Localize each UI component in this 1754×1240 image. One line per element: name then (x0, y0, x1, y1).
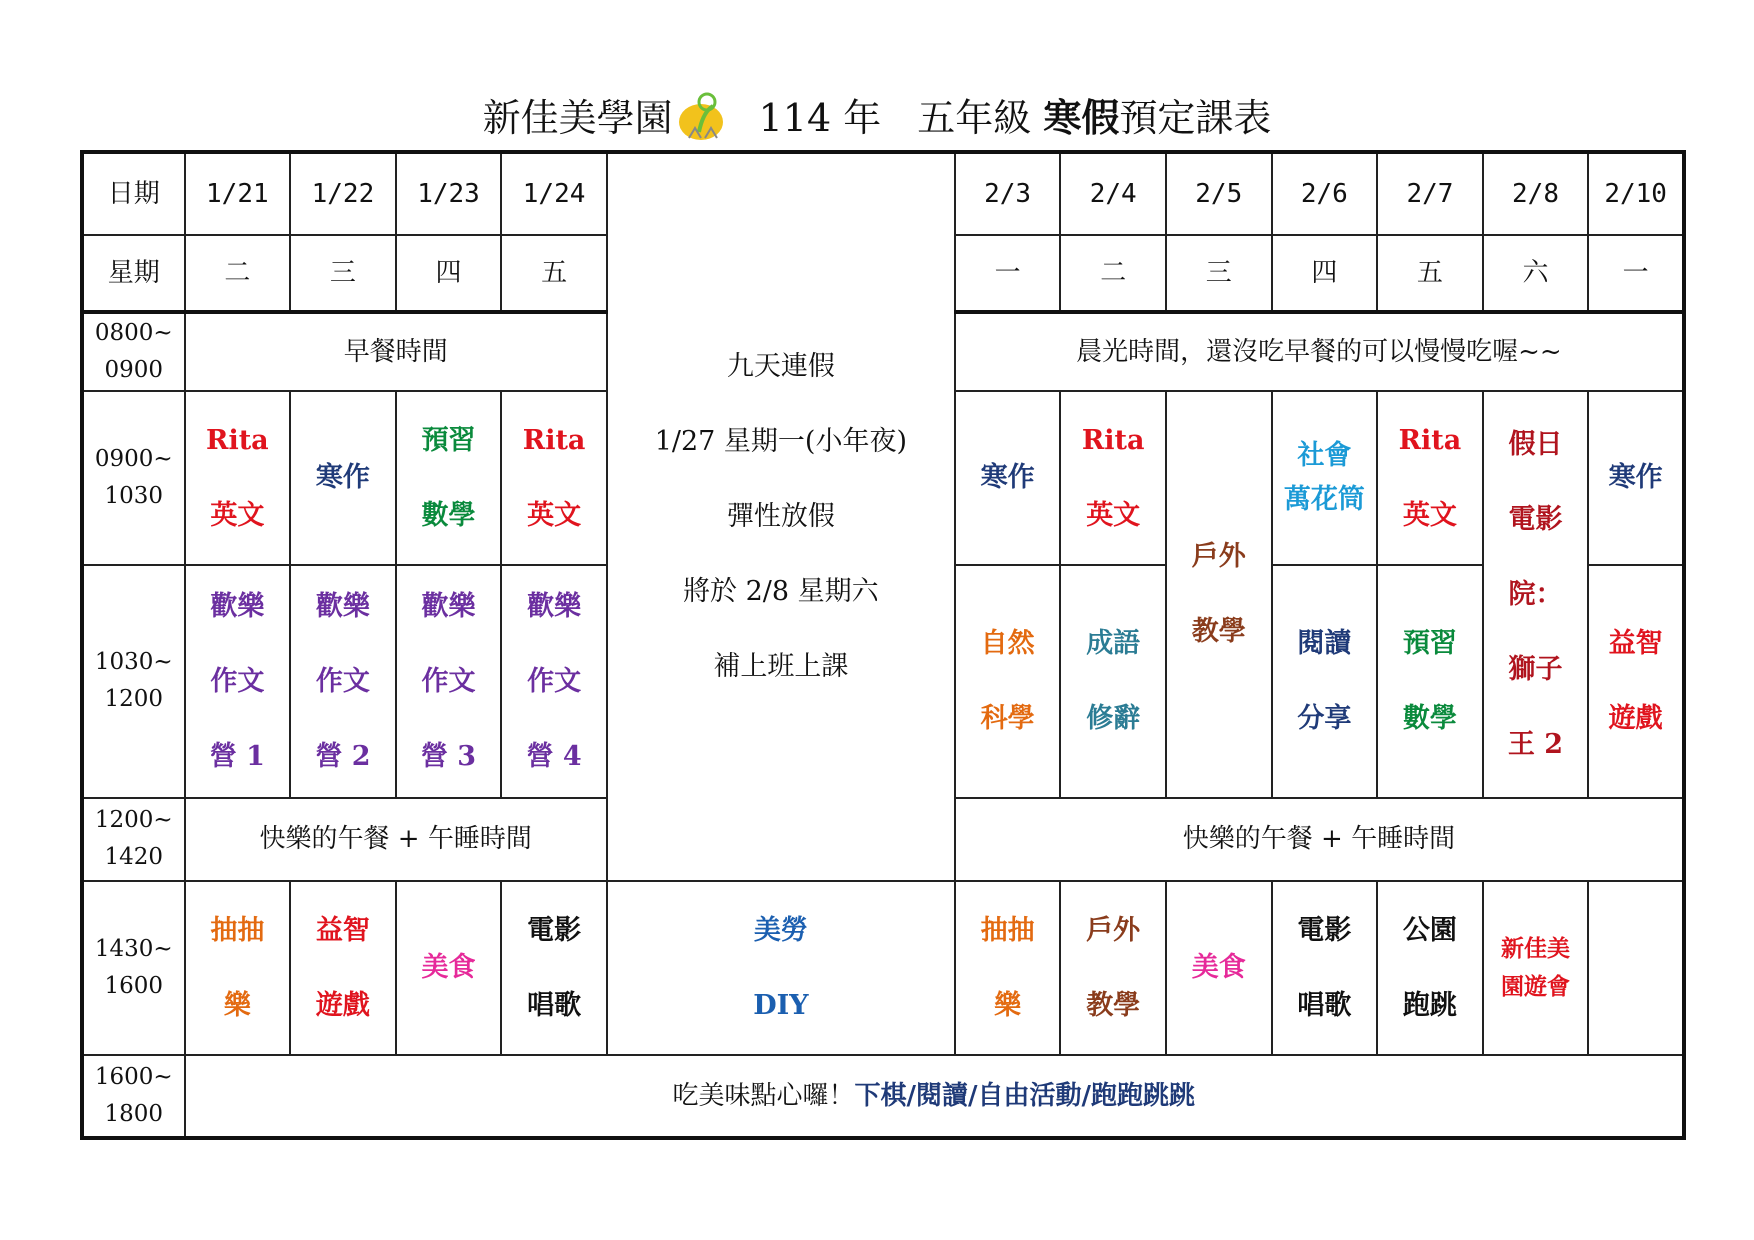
time-start: 1600~ (94, 1063, 173, 1090)
date-row (82, 152, 1684, 235)
date-cell: 2/6 (1272, 152, 1378, 235)
class-line: 作文 (527, 665, 582, 697)
class-cell (290, 391, 396, 565)
class-cell (1166, 881, 1272, 1055)
class-line: 作文 (315, 665, 370, 697)
class-line: 抽抽 (980, 914, 1035, 946)
class-line: 美食 (1191, 952, 1246, 984)
class-line: Rita (522, 424, 586, 456)
class-line: 教學 (1086, 989, 1141, 1021)
class-line: 英文 (1086, 499, 1141, 531)
class-line: 遊戲 (1608, 703, 1663, 735)
time-end: 1800 (104, 1100, 164, 1127)
holiday-line: 將於 2/8 星期六 (683, 576, 879, 608)
breakfast-left: 早餐時間 (185, 312, 607, 391)
school-name: 新佳美學園 (482, 96, 673, 140)
holiday-line: 九天連假 (726, 351, 835, 383)
class-line: 戶外 (1086, 914, 1141, 946)
class-cell (185, 565, 291, 798)
class-cell (1166, 391, 1272, 798)
afternoon-row (82, 881, 1684, 1055)
class-cell (501, 391, 607, 565)
page-title (0, 90, 1754, 150)
class-cell (1483, 881, 1589, 1055)
date-cell: 2/4 (1060, 152, 1166, 235)
class-line: 戶外 (1191, 541, 1246, 573)
class-line: 歡樂 (421, 590, 476, 622)
weekday-cell: 四 (396, 235, 502, 312)
class-line: 院： (1508, 578, 1563, 610)
class-line: 假日 (1508, 428, 1563, 460)
class-line: 寒作 (315, 462, 370, 494)
class-cell (396, 565, 502, 798)
class-line: 寒作 (980, 462, 1035, 494)
time-start: 1030~ (94, 649, 173, 676)
class-line: Rita (1398, 424, 1462, 456)
time-slot (82, 391, 185, 565)
class-line: 獅子 (1508, 653, 1563, 685)
class-cell (1588, 565, 1684, 798)
class-cell (501, 881, 607, 1055)
time-end: 1030 (104, 482, 164, 509)
weekday-cell: 三 (1166, 235, 1272, 312)
class-line: 分享 (1297, 703, 1352, 735)
holiday-line: 1/27 星期一(小年夜) (654, 426, 907, 458)
class-line: 王 2 (1507, 728, 1564, 760)
time-start: 0800~ (94, 319, 173, 346)
lunch-right: 快樂的午餐 + 午睡時間 (955, 798, 1684, 881)
holiday-notice (607, 152, 955, 881)
class-cell (1060, 565, 1166, 798)
class-line: 園遊會 (1501, 972, 1570, 1000)
class-line: 營 2 (315, 740, 371, 772)
weekday-header: 星期 (82, 235, 185, 312)
date-cell: 2/7 (1377, 152, 1483, 235)
class-cell (1060, 881, 1166, 1055)
class-cell (1060, 391, 1166, 565)
winter-break-label: 寒假 (1043, 95, 1120, 140)
lunch-left: 快樂的午餐 + 午睡時間 (185, 798, 607, 881)
date-cell: 1/22 (290, 152, 396, 235)
class-line: 成語 (1086, 628, 1141, 660)
class-cell (1272, 565, 1378, 798)
class-line: 英文 (527, 499, 582, 531)
holiday-line: 補上班上課 (713, 651, 849, 683)
class-line: 電影 (1297, 914, 1352, 946)
time-start: 0900~ (94, 445, 173, 472)
time-slot (82, 1055, 185, 1138)
time-start: 1430~ (94, 935, 173, 962)
class-line: 電影 (1508, 503, 1563, 535)
weekday-cell: 六 (1483, 235, 1589, 312)
date-cell: 1/24 (501, 152, 607, 235)
date-cell: 2/10 (1588, 152, 1684, 235)
class-line: 益智 (315, 914, 370, 946)
class-line: 作文 (421, 665, 476, 697)
class-line: 營 1 (209, 740, 265, 772)
time-slot (82, 565, 185, 798)
class-cell (1483, 391, 1589, 798)
class-cell (1272, 881, 1378, 1055)
class-line: 歡樂 (210, 590, 265, 622)
class-line: 數學 (1402, 703, 1457, 735)
time-end: 1600 (104, 972, 164, 999)
class-line: 科學 (980, 703, 1035, 735)
class-line: 營 4 (526, 740, 582, 772)
class-line: 遊戲 (315, 989, 370, 1021)
class-cell (1588, 391, 1684, 565)
class-line: Rita (1081, 424, 1145, 456)
class-line: 營 3 (420, 740, 477, 772)
class-cell (955, 391, 1061, 565)
class-cell (396, 881, 502, 1055)
holiday-line: 彈性放假 (726, 501, 835, 533)
class-line: 英文 (1402, 499, 1457, 531)
snack-row (82, 1055, 1684, 1138)
class-cell (955, 565, 1061, 798)
class-cell (290, 881, 396, 1055)
date-header: 日期 (82, 152, 185, 235)
class-line: Rita (206, 424, 269, 456)
class-line: 英文 (210, 499, 265, 531)
time-end: 1200 (104, 686, 164, 713)
snack-prefix: 吃美味點心囉！ (672, 1080, 855, 1111)
weekday-cell: 三 (290, 235, 396, 312)
class-cell (396, 391, 502, 565)
class-cell (501, 565, 607, 798)
snack-cell (185, 1055, 1684, 1138)
class-line: 唱歌 (527, 989, 582, 1021)
weekday-cell: 二 (1060, 235, 1166, 312)
class-line: 預習 (1402, 628, 1457, 660)
class-line: 歡樂 (527, 590, 582, 622)
class-cell (955, 881, 1061, 1055)
grade: 五年級 (917, 96, 1032, 140)
class-cell (290, 565, 396, 798)
time-end: 1420 (104, 844, 164, 871)
weekday-cell: 一 (955, 235, 1061, 312)
class-line: 教學 (1191, 616, 1246, 648)
class-cell (185, 391, 291, 565)
class-line: 預習 (421, 424, 476, 456)
date-cell: 2/8 (1483, 152, 1589, 235)
snack-activities: 下棋/閱讀/自由活動/跑跑跳跳 (854, 1080, 1196, 1111)
schedule-table (80, 150, 1686, 1140)
class-line: 唱歌 (1297, 989, 1352, 1021)
class-line: 抽抽 (210, 914, 265, 946)
time-end: 0900 (104, 356, 164, 383)
class-line: 新佳美 (1501, 934, 1570, 962)
weekday-cell: 二 (185, 235, 291, 312)
class-cell (1377, 391, 1483, 565)
class-line: 萬花筒 (1283, 483, 1365, 515)
weekday-cell: 五 (501, 235, 607, 312)
date-cell: 1/23 (396, 152, 502, 235)
time-start: 1200~ (94, 807, 173, 834)
class-line: 跑跳 (1402, 989, 1457, 1021)
breakfast-right: 晨光時間，還沒吃早餐的可以慢慢吃喔~~ (955, 312, 1684, 391)
class-line: 歡樂 (315, 590, 370, 622)
time-slot (82, 881, 185, 1055)
class-line: DIY (753, 989, 809, 1021)
schedule-label: 預定課表 (1119, 96, 1272, 140)
date-cell: 2/5 (1166, 152, 1272, 235)
class-line: 寒作 (1608, 462, 1663, 494)
class-line: 數學 (421, 499, 476, 531)
class-line: 修辭 (1086, 703, 1141, 735)
class-cell (1272, 391, 1378, 565)
time-slot (82, 798, 185, 881)
class-cell (185, 881, 291, 1055)
school-logo-icon (677, 88, 729, 144)
class-line: 社會 (1297, 439, 1352, 471)
class-line: 美食 (421, 952, 476, 984)
class-line: 自然 (980, 628, 1035, 660)
weekday-cell: 四 (1272, 235, 1378, 312)
class-line: 樂 (994, 989, 1022, 1021)
class-cell (1377, 565, 1483, 798)
class-line: 美勞 (753, 914, 808, 946)
weekday-cell: 五 (1377, 235, 1483, 312)
date-cell: 2/3 (955, 152, 1061, 235)
weekday-cell: 一 (1588, 235, 1684, 312)
class-line: 公園 (1402, 914, 1457, 946)
class-line: 作文 (210, 665, 265, 697)
class-cell (607, 881, 955, 1055)
class-line: 閱讀 (1297, 628, 1352, 660)
year: 114 年 (758, 96, 882, 140)
class-line: 益智 (1608, 628, 1663, 660)
date-cell: 1/21 (185, 152, 291, 235)
time-slot (82, 312, 185, 391)
class-line: 樂 (223, 989, 251, 1021)
class-line: 電影 (527, 914, 582, 946)
class-cell (1377, 881, 1483, 1055)
